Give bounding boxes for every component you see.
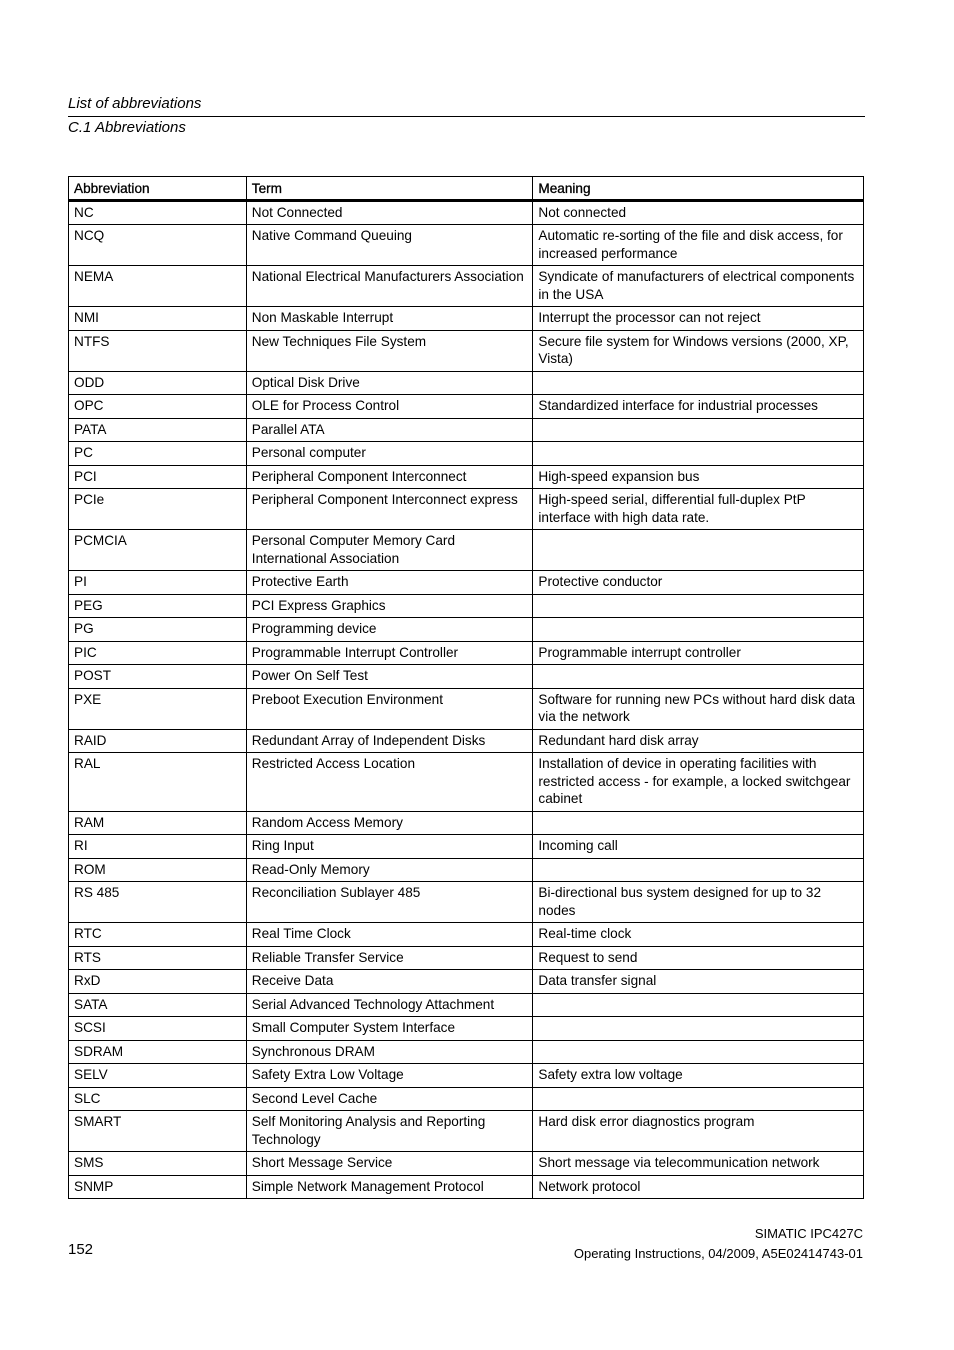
cell-abbreviation: NTFS <box>69 330 247 371</box>
product-name: SIMATIC IPC427C <box>754 1226 863 1241</box>
cell-term: Safety Extra Low Voltage <box>246 1064 533 1088</box>
cell-term: Synchronous DRAM <box>246 1040 533 1064</box>
cell-term: Short Message Service <box>246 1152 533 1176</box>
cell-abbreviation: RxD <box>69 970 247 994</box>
header-divider <box>68 116 865 117</box>
table-row <box>69 923 864 947</box>
table-row <box>69 571 864 595</box>
cell-meaning <box>533 371 864 395</box>
cell-term: New Techniques File System <box>246 330 533 371</box>
cell-abbreviation: RAID <box>69 729 247 753</box>
table-row <box>69 225 864 266</box>
table-row <box>69 618 864 642</box>
cell-meaning: Not connected <box>533 200 864 225</box>
cell-meaning: Installation of device in operating facilities with restricted access - for example, a locked switchgear cabinet <box>533 753 864 812</box>
cell-term: Native Command Queuing <box>246 225 533 266</box>
table-row <box>69 442 864 466</box>
cell-meaning: Programmable interrupt controller <box>533 641 864 665</box>
cell-meaning <box>533 530 864 571</box>
table-row <box>69 1152 864 1176</box>
cell-abbreviation: RTS <box>69 946 247 970</box>
cell-meaning <box>533 1040 864 1064</box>
cell-term: Non Maskable Interrupt <box>246 307 533 331</box>
cell-term: Not Connected <box>246 200 533 225</box>
cell-abbreviation: PG <box>69 618 247 642</box>
cell-meaning <box>533 594 864 618</box>
cell-term: Self Monitoring Analysis and Reporting Technology <box>246 1111 533 1152</box>
page-number: 152 <box>68 1241 94 1258</box>
chapter-title: List of abbreviations <box>68 95 202 112</box>
cell-abbreviation: NC <box>69 200 247 225</box>
table-row <box>69 594 864 618</box>
cell-meaning: Redundant hard disk array <box>533 729 864 753</box>
cell-term: Redundant Array of Independent Disks <box>246 729 533 753</box>
table-row <box>69 1087 864 1111</box>
cell-abbreviation: PATA <box>69 418 247 442</box>
table-row <box>69 1064 864 1088</box>
table-row <box>69 266 864 307</box>
table-row <box>69 835 864 859</box>
cell-abbreviation: SMS <box>69 1152 247 1176</box>
cell-meaning <box>533 1087 864 1111</box>
cell-abbreviation: NMI <box>69 307 247 331</box>
footer-info <box>574 1224 863 1264</box>
cell-meaning <box>533 665 864 689</box>
table-row <box>69 1040 864 1064</box>
cell-meaning: Network protocol <box>533 1175 864 1199</box>
column-header-term: Term <box>246 177 533 201</box>
cell-meaning: Automatic re-sorting of the file and disk access, for increased performance <box>533 225 864 266</box>
table-row <box>69 200 864 225</box>
cell-meaning <box>533 858 864 882</box>
table-row <box>69 307 864 331</box>
cell-term: Simple Network Management Protocol <box>246 1175 533 1199</box>
cell-meaning: Bi-directional bus system designed for up to 32 nodes <box>533 882 864 923</box>
cell-meaning: Short message via telecommunication network <box>533 1152 864 1176</box>
cell-term: Parallel ATA <box>246 418 533 442</box>
cell-meaning <box>533 618 864 642</box>
cell-meaning <box>533 418 864 442</box>
table-row <box>69 665 864 689</box>
cell-term: Second Level Cache <box>246 1087 533 1111</box>
table-row <box>69 1017 864 1041</box>
cell-term: Random Access Memory <box>246 811 533 835</box>
cell-term: Personal Computer Memory Card International Association <box>246 530 533 571</box>
cell-abbreviation: SNMP <box>69 1175 247 1199</box>
cell-term: PCI Express Graphics <box>246 594 533 618</box>
cell-abbreviation: PCIe <box>69 489 247 530</box>
cell-abbreviation: SELV <box>69 1064 247 1088</box>
cell-term: Reconciliation Sublayer 485 <box>246 882 533 923</box>
page-header <box>68 94 865 138</box>
column-header-abbreviation: Abbreviation <box>69 177 247 201</box>
cell-term: Peripheral Component Interconnect express <box>246 489 533 530</box>
cell-term: Reliable Transfer Service <box>246 946 533 970</box>
cell-meaning: Request to send <box>533 946 864 970</box>
cell-abbreviation: PIC <box>69 641 247 665</box>
section-title: C.1 Abbreviations <box>68 119 186 136</box>
cell-abbreviation: RAL <box>69 753 247 812</box>
cell-term: Real Time Clock <box>246 923 533 947</box>
cell-term: National Electrical Manufacturers Association <box>246 266 533 307</box>
cell-meaning <box>533 811 864 835</box>
table-row <box>69 641 864 665</box>
cell-abbreviation: NCQ <box>69 225 247 266</box>
cell-term: Read-Only Memory <box>246 858 533 882</box>
cell-meaning: Safety extra low voltage <box>533 1064 864 1088</box>
table-row <box>69 882 864 923</box>
cell-meaning: Protective conductor <box>533 571 864 595</box>
cell-meaning: Standardized interface for industrial processes <box>533 395 864 419</box>
column-header-meaning: Meaning <box>533 177 864 201</box>
cell-abbreviation: SCSI <box>69 1017 247 1041</box>
table-row <box>69 688 864 729</box>
table-row <box>69 371 864 395</box>
cell-abbreviation: SLC <box>69 1087 247 1111</box>
cell-abbreviation: RI <box>69 835 247 859</box>
cell-term: Personal computer <box>246 442 533 466</box>
table-row <box>69 465 864 489</box>
cell-term: OLE for Process Control <box>246 395 533 419</box>
cell-abbreviation: SDRAM <box>69 1040 247 1064</box>
cell-meaning: Real-time clock <box>533 923 864 947</box>
cell-abbreviation: RAM <box>69 811 247 835</box>
cell-abbreviation: ODD <box>69 371 247 395</box>
table-row <box>69 1175 864 1199</box>
table-row <box>69 395 864 419</box>
cell-meaning <box>533 1017 864 1041</box>
cell-meaning: High-speed serial, differential full-duplex PtP interface with high data rate. <box>533 489 864 530</box>
cell-term: Small Computer System Interface <box>246 1017 533 1041</box>
cell-abbreviation: PXE <box>69 688 247 729</box>
cell-meaning: Syndicate of manufacturers of electrical components in the USA <box>533 266 864 307</box>
cell-abbreviation: PCI <box>69 465 247 489</box>
cell-meaning <box>533 993 864 1017</box>
cell-term: Ring Input <box>246 835 533 859</box>
table-header <box>69 177 864 201</box>
table-row <box>69 729 864 753</box>
cell-term: Programmable Interrupt Controller <box>246 641 533 665</box>
table-row <box>69 418 864 442</box>
cell-term: Optical Disk Drive <box>246 371 533 395</box>
cell-meaning: High-speed expansion bus <box>533 465 864 489</box>
cell-term: Programming device <box>246 618 533 642</box>
cell-meaning: Incoming call <box>533 835 864 859</box>
document-info: Operating Instructions, 04/2009, A5E02414743-01 <box>573 1246 863 1261</box>
table-row <box>69 489 864 530</box>
cell-term: Receive Data <box>246 970 533 994</box>
cell-abbreviation: RS 485 <box>69 882 247 923</box>
table-row <box>69 753 864 812</box>
table-row <box>69 858 864 882</box>
table-body <box>69 200 864 1199</box>
cell-term: Protective Earth <box>246 571 533 595</box>
cell-meaning: Hard disk error diagnostics program <box>533 1111 864 1152</box>
cell-abbreviation: PCMCIA <box>69 530 247 571</box>
cell-term: Preboot Execution Environment <box>246 688 533 729</box>
table-row <box>69 330 864 371</box>
table-row <box>69 811 864 835</box>
cell-abbreviation: PEG <box>69 594 247 618</box>
cell-abbreviation: NEMA <box>69 266 247 307</box>
cell-meaning: Interrupt the processor can not reject <box>533 307 864 331</box>
table-row <box>69 530 864 571</box>
table-header-row <box>69 177 864 201</box>
cell-abbreviation: SATA <box>69 993 247 1017</box>
table-row <box>69 1111 864 1152</box>
abbreviations-table <box>68 176 864 1199</box>
cell-abbreviation: ROM <box>69 858 247 882</box>
table-row <box>69 946 864 970</box>
cell-abbreviation: PC <box>69 442 247 466</box>
cell-meaning: Software for running new PCs without hard disk data via the network <box>533 688 864 729</box>
cell-abbreviation: POST <box>69 665 247 689</box>
cell-term: Peripheral Component Interconnect <box>246 465 533 489</box>
cell-term: Serial Advanced Technology Attachment <box>246 993 533 1017</box>
cell-meaning <box>533 442 864 466</box>
cell-abbreviation: PI <box>69 571 247 595</box>
cell-meaning: Secure file system for Windows versions (2000, XP, Vista) <box>533 330 864 371</box>
cell-term: Restricted Access Location <box>246 753 533 812</box>
cell-abbreviation: SMART <box>69 1111 247 1152</box>
cell-term: Power On Self Test <box>246 665 533 689</box>
table-row <box>69 970 864 994</box>
cell-abbreviation: RTC <box>69 923 247 947</box>
cell-meaning: Data transfer signal <box>533 970 864 994</box>
table-row <box>69 993 864 1017</box>
cell-abbreviation: OPC <box>69 395 247 419</box>
